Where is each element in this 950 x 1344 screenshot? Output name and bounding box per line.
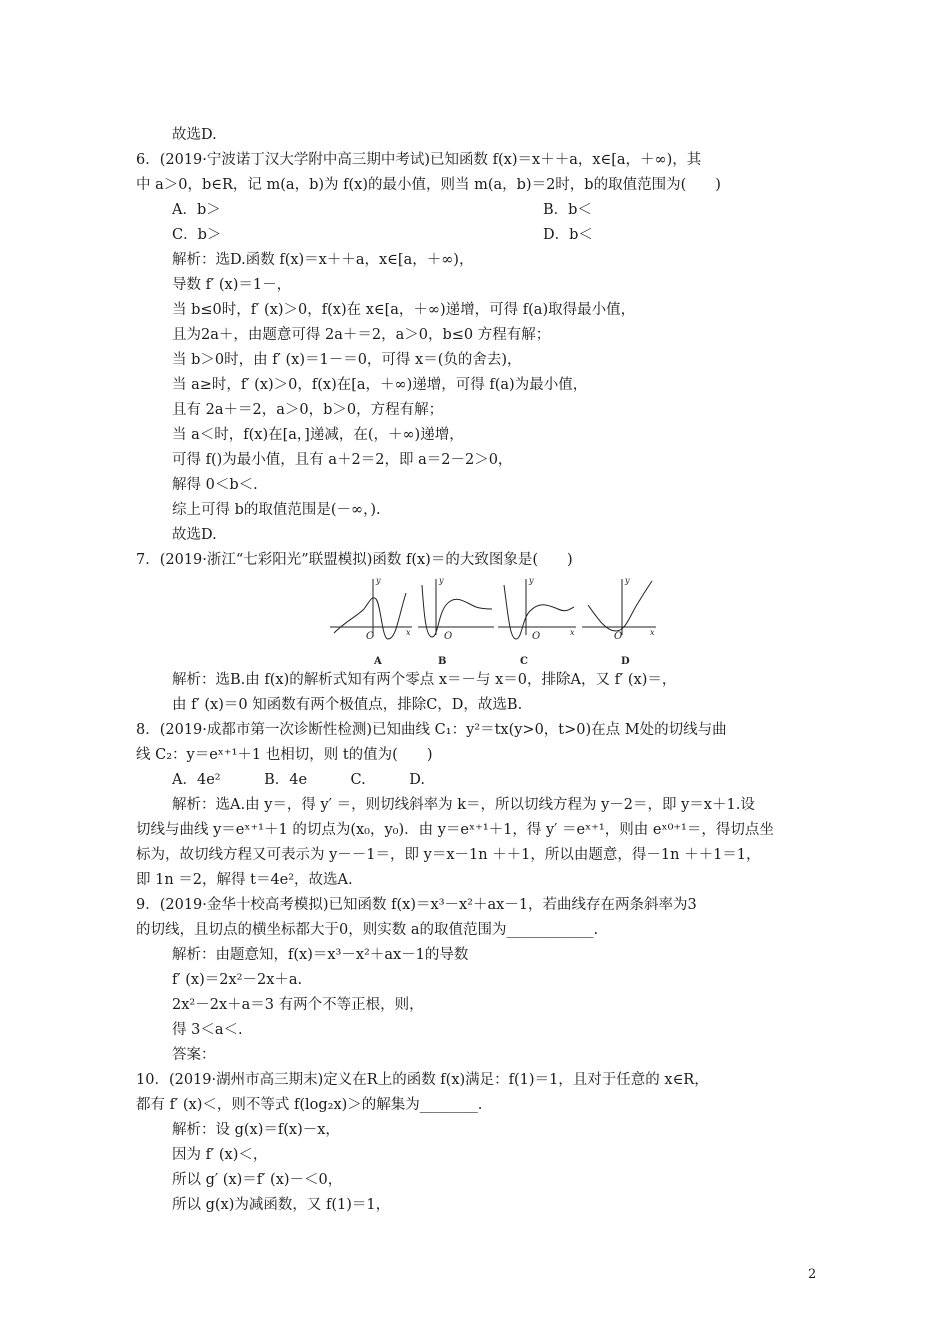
page-number: 2 xyxy=(808,1267,817,1282)
text-line: A．4e² B．4e C. D. xyxy=(172,772,425,788)
text-line: 线 C₂：y＝eˣ⁺¹＋1 也相切，则 t的值为( ) xyxy=(136,747,433,763)
option-d: D．b＜ xyxy=(543,227,593,243)
text-line: 由 f′ (x)＝0 知函数有两个极值点，排除C，D，故选B. xyxy=(172,697,523,713)
text-line: 故选D. xyxy=(172,527,217,543)
origin-label-b: O xyxy=(444,631,453,642)
y-axis-label-b: y xyxy=(439,576,444,585)
text-line: 当 b＞0时，由 f′ (x)＝1－＝0，可得 x＝(负的舍去)， xyxy=(172,352,522,368)
y-axis-label-c: y xyxy=(529,576,534,585)
text-line: 的切线，且切点的横坐标都大于0，则实数 a的取值范围为____________. xyxy=(136,922,599,938)
text-line: 解析：设 g(x)＝f(x)－x， xyxy=(172,1122,340,1138)
text-line: 9．(2019·金华十校高考模拟)已知函数 f(x)＝x³－x²＋ax－1，若曲线存在两条斜率为3 xyxy=(136,897,697,913)
text-line: 因为 f′ (x)＜， xyxy=(172,1147,268,1163)
option-c: C．b＞ xyxy=(172,227,222,243)
text-line: 标为，故切线方程又可表示为 y－－1＝，即 y＝x－1n ＋＋1，所以由题意，得－1n ＋＋1＝1， xyxy=(136,847,761,863)
x-axis-label-d: x xyxy=(650,628,655,637)
text-line: f′ (x)＝2x²－2x＋a. xyxy=(172,972,303,988)
text-line: 且为2a＋，由题意可得 2a＋＝2，a＞0，b≤0 方程有解； xyxy=(172,327,551,343)
text-line: 导数 f′ (x)＝1－， xyxy=(172,277,292,293)
text-line: 解析：选A.由 y＝，得 y′ ＝，则切线斜率为 k＝，所以切线方程为 y－2＝，即 y＝x＋1.设 xyxy=(172,797,755,813)
text-line: 解析：由题意知，f(x)＝x³－x²＋ax－1的导数 xyxy=(172,947,469,963)
text-line: 且有 2a＋＝2，a＞0，b＞0，方程有解； xyxy=(172,402,444,418)
y-axis-label-d: y xyxy=(625,576,630,585)
text-line: 都有 f′ (x)＜，则不等式 f(log₂x)＞的解集为________. xyxy=(136,1097,483,1113)
origin-label-c: O xyxy=(532,631,541,642)
text-line: 所以 g(x)为减函数，又 f(1)＝1， xyxy=(172,1197,391,1213)
graph-d xyxy=(582,579,656,635)
text-line: 解析：选D.函数 f(x)＝x＋＋a，x∈[a，＋∞)， xyxy=(172,252,474,268)
y-axis-label-a: y xyxy=(376,576,381,585)
text-line: 可得 f()为最小值，且有 a＋2＝2，即 a＝2－2＞0， xyxy=(172,452,513,468)
text-line: 故选D. xyxy=(172,127,217,143)
graph-label-b: B xyxy=(438,656,447,667)
text-line: 切线与曲线 y＝eˣ⁺¹＋1 的切点为(x₀，y₀)．由 y＝eˣ⁺¹＋1，得 y′ ＝eˣ⁺¹，则由 eˣ⁰⁺¹＝，得切点坐 xyxy=(136,822,774,838)
text-line: 所以 g′ (x)＝f′ (x)－＜0， xyxy=(172,1172,343,1188)
text-line: 6．(2019·宁波诺丁汉大学附中高三期中考试)已知函数 f(x)＝x＋＋a，x∈[a，＋∞)，其 xyxy=(136,152,702,168)
text-line: 7．(2019·浙江“七彩阳光”联盟模拟)函数 f(x)＝的大致图象是( ) xyxy=(136,552,573,568)
option-b: B．b＜ xyxy=(543,202,592,218)
function-graphs-figure xyxy=(326,575,660,667)
graph-label-a: A xyxy=(374,656,382,667)
text-line: 当 a≥时，f′ (x)＞0，f(x)在[a，＋∞)递增，可得 f(a)为最小值， xyxy=(172,377,588,393)
graph-b xyxy=(418,579,494,637)
text-line: 综上可得 b的取值范围是(－∞，). xyxy=(172,502,381,518)
option-a: A．b＞ xyxy=(172,202,221,218)
graph-label-c: C xyxy=(520,656,528,667)
text-line: 2x²－2x＋a＝3 有两个不等正根，则， xyxy=(172,997,424,1013)
text-line: 当 b≤0时，f′ (x)＞0，f(x)在 x∈[a，＋∞)递增，可得 f(a)取得最小值， xyxy=(172,302,636,318)
text-line: 得 3＜a＜. xyxy=(172,1022,243,1038)
text-line: 解得 0＜b＜. xyxy=(172,477,258,493)
graph-c xyxy=(498,579,576,639)
x-axis-label-a: x xyxy=(406,628,411,637)
text-line: 解析：选B.由 f(x)的解析式知有两个零点 x＝－与 x＝0，排除A，又 f′ (x)＝， xyxy=(172,672,677,688)
text-line: 8．(2019·成都市第一次诊断性检测)已知曲线 C₁：y²＝tx(y>0，t>0)在点 M处的切线与曲 xyxy=(136,722,727,738)
graph-label-d: D xyxy=(621,656,630,667)
text-line: 当 a＜时，f(x)在[a，]递减，在(，＋∞)递增， xyxy=(172,427,464,443)
text-line: 中 a＞0，b∈R，记 m(a，b)为 f(x)的最小值，则当 m(a，b)＝2时，b的取值范围为( ) xyxy=(136,177,721,193)
text-line: 答案： xyxy=(172,1047,216,1063)
origin-label-a: O xyxy=(366,631,375,642)
graph-a xyxy=(330,579,412,639)
text-line: 即 1n ＝2，解得 t＝4e²，故选A. xyxy=(136,872,353,888)
x-axis-label-c: x xyxy=(570,628,575,637)
text-line: 10．(2019·湖州市高三期末)定义在R上的函数 f(x)满足：f(1)＝1，且对于任意的 x∈R， xyxy=(136,1072,709,1088)
origin-label-d: O xyxy=(614,631,623,642)
